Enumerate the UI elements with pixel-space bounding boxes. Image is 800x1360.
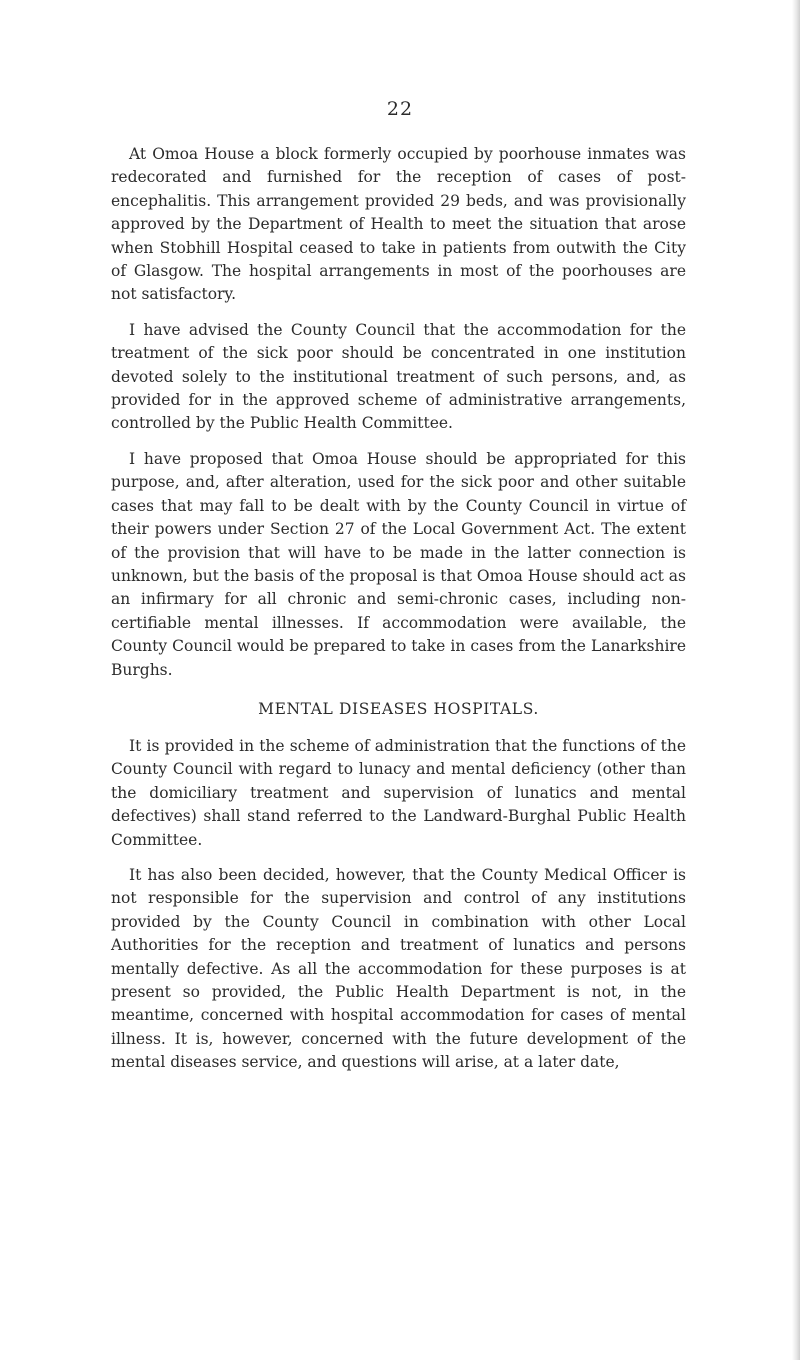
page-edge-shadow: [792, 0, 800, 1360]
paragraph-omoa-house-proposal: I have proposed that Omoa House should be appropriated for this purpose, and, after alteration, used for the sick poor and other suitable cases that may fall to be dealt with by the County Council in virtue of their powers under Section 27 of the Local Government Act. The extent of the provision that will have to be made in the latter connection is unknown, but the basis of the proposal is that Omoa House should act as an infirmary for all chronic and semi-chronic cases, including non-certifiable mental illnesses. If accommodation were available, the County Council would be prepared to take in cases from the Lanarkshire Burghs.: [111, 449, 686, 679]
paragraph-scheme-functions: It is provided in the scheme of administration that the functions of the County Council with regard to lunacy and mental deficiency (other than the domiciliary treatment and supervision of lunatics and mental defectives) shall stand referred to the Landward-Burghal Public Health Committee.: [111, 736, 686, 849]
page-number: 22: [386, 98, 414, 120]
paragraph-omoa-house-block: At Omoa House a block formerly occupied by poorhouse inmates was redecorated and furnished for the reception of cases of post-encephalitis. This arrangement provided 29 beds, and was provisionally approved by the Department of Health to meet the situation that arose when Stobhill Hospital ceased to take in patients from outwith the City of Glasgow. The hospital arrangements in most of the poorhouses are not satisfactory.: [111, 145, 686, 304]
page-body: [111, 143, 686, 1087]
section-heading: MENTAL DISEASES HOSPITALS.: [258, 699, 539, 718]
paragraph-medical-officer: It has also been decided, however, that the County Medical Officer is not responsible for the supervision and control of any institutions provided by the County Council in combination with other Local Authorities for the reception and treatment of lunatics and persons mentally defective. As all the accommodation for these purposes is at present so provided, the Public Health Department is not, in the meantime, concerned with hospital accommodation for cases of mental illness. It is, however, concerned with the future development of the mental diseases service, and questions will arise, at a later date,: [111, 865, 686, 1072]
paragraph-accommodation-advice: I have advised the County Council that the accommodation for the treatment of the sick poor should be concentrated in one institution devoted solely to the institutional treatment of such persons, and, as provided for in the approved scheme of administrative arrangements, controlled by the Public Health Committee.: [111, 320, 686, 433]
